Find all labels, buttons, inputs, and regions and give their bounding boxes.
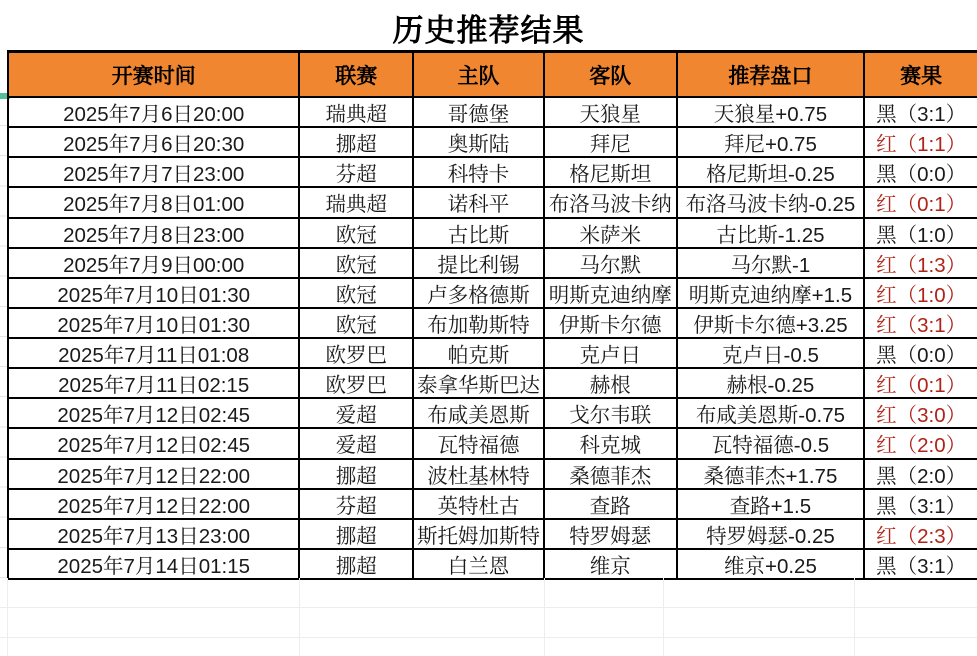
gridline xyxy=(854,578,855,656)
cell-home-team[interactable]: 波杜基林特 xyxy=(414,460,545,488)
header-cell-start-time[interactable]: 开赛时间 xyxy=(9,53,300,96)
cell-league[interactable]: 欧冠 xyxy=(300,249,414,277)
cell-league[interactable]: 欧冠 xyxy=(300,309,414,337)
cell-away-team[interactable]: 拜尼 xyxy=(545,128,678,156)
cell-handicap[interactable]: 拜尼+0.75 xyxy=(678,128,866,156)
table-row xyxy=(9,550,977,580)
cell-league[interactable]: 欧冠 xyxy=(300,219,414,247)
cell-away-team[interactable]: 克卢日 xyxy=(545,339,678,367)
table-row xyxy=(9,399,977,429)
gridline xyxy=(299,578,300,656)
cell-result[interactable]: 黑（2:0） xyxy=(876,464,967,488)
cell-result[interactable]: 红（0:1） xyxy=(876,374,967,398)
cell-league[interactable]: 爱超 xyxy=(300,429,414,457)
cell-away-team[interactable]: 桑德菲杰 xyxy=(545,460,678,488)
header-cell-away-team[interactable]: 客队 xyxy=(545,53,678,96)
table-row xyxy=(9,98,977,128)
cell-away-team[interactable]: 格尼斯坦 xyxy=(545,158,678,186)
cell-handicap[interactable]: 布咸美恩斯-0.75 xyxy=(678,399,866,427)
cell-away-team[interactable]: 明斯克迪纳摩 xyxy=(545,279,678,307)
table-row xyxy=(9,219,977,249)
sheet-gridlines-left-gutter xyxy=(0,96,7,578)
header-cell-league[interactable]: 联赛 xyxy=(300,53,414,96)
table-row xyxy=(9,490,977,520)
cell-result[interactable]: 黑（0:0） xyxy=(876,163,967,187)
cell-start-time[interactable]: 2025年7月10日01:30 xyxy=(9,309,300,337)
cell-result[interactable]: 红（1:3） xyxy=(876,253,967,277)
cell-handicap[interactable]: 查路+1.5 xyxy=(678,490,866,518)
cell-away-team[interactable]: 赫根 xyxy=(545,369,678,397)
table-row xyxy=(9,460,977,490)
cell-league[interactable]: 爱超 xyxy=(300,399,414,427)
cell-start-time[interactable]: 2025年7月8日23:00 xyxy=(9,219,300,247)
table-row xyxy=(9,279,977,309)
cell-league[interactable]: 挪超 xyxy=(300,128,414,156)
cell-result[interactable]: 黑（3:1） xyxy=(876,494,967,518)
cell-home-team[interactable]: 哥德堡 xyxy=(414,98,545,126)
header-cell-result[interactable]: 赛果 xyxy=(900,64,943,88)
cell-handicap[interactable]: 伊斯卡尔德+3.25 xyxy=(678,309,866,337)
cell-start-time[interactable]: 2025年7月12日22:00 xyxy=(9,460,300,488)
cell-away-team[interactable]: 科克城 xyxy=(545,429,678,457)
cell-result[interactable]: 红（3:0） xyxy=(876,404,967,428)
cell-home-team[interactable]: 布加勒斯特 xyxy=(414,309,545,337)
cell-start-time[interactable]: 2025年7月11日01:08 xyxy=(9,339,300,367)
cell-result[interactable]: 红（3:1） xyxy=(876,313,967,337)
cell-away-team[interactable]: 天狼星 xyxy=(545,98,678,126)
cell-away-team[interactable]: 伊斯卡尔德 xyxy=(545,309,678,337)
cell-away-team[interactable]: 戈尔韦联 xyxy=(545,399,678,427)
table-row xyxy=(9,339,977,369)
table-body xyxy=(9,98,977,580)
gridline xyxy=(663,578,664,656)
cell-start-time[interactable]: 2025年7月9日00:00 xyxy=(9,249,300,277)
cell-start-time[interactable]: 2025年7月12日02:45 xyxy=(9,429,300,457)
cell-away-team[interactable]: 查路 xyxy=(545,490,678,518)
table-row xyxy=(9,158,977,188)
cell-handicap[interactable]: 马尔默-1 xyxy=(678,249,866,277)
cell-handicap[interactable]: 布洛马波卡纳-0.25 xyxy=(678,188,866,216)
cell-away-team[interactable]: 布洛马波卡纳 xyxy=(545,188,678,216)
cell-start-time[interactable]: 2025年7月7日23:00 xyxy=(9,158,300,186)
cell-start-time[interactable]: 2025年7月8日01:00 xyxy=(9,188,300,216)
cell-league[interactable]: 欧冠 xyxy=(300,279,414,307)
cell-home-team[interactable]: 斯托姆加斯特 xyxy=(414,520,545,548)
cell-handicap[interactable]: 克卢日-0.5 xyxy=(678,339,866,367)
cell-handicap[interactable]: 古比斯-1.25 xyxy=(678,219,866,247)
table-row xyxy=(9,128,977,158)
table-row xyxy=(9,369,977,399)
cell-league[interactable]: 挪超 xyxy=(300,550,414,578)
cell-start-time[interactable]: 2025年7月13日23:00 xyxy=(9,520,300,548)
cell-result[interactable]: 红（1:0） xyxy=(876,283,967,307)
cell-league[interactable]: 瑞典超 xyxy=(300,98,414,126)
cell-result[interactable]: 黑（0:0） xyxy=(876,344,967,368)
cell-home-team[interactable]: 泰拿华斯巴达 xyxy=(414,369,545,397)
table-row xyxy=(9,429,977,459)
cell-result[interactable]: 红（2:3） xyxy=(876,524,967,548)
cell-home-team[interactable]: 白兰恩 xyxy=(414,550,545,578)
cell-league[interactable]: 欧罗巴 xyxy=(300,339,414,367)
table-row xyxy=(9,520,977,550)
cell-home-team[interactable]: 英特杜古 xyxy=(414,490,545,518)
cell-home-team[interactable]: 提比利锡 xyxy=(414,249,545,277)
table-header-row xyxy=(9,53,977,98)
cell-start-time[interactable]: 2025年7月12日02:45 xyxy=(9,399,300,427)
gridline xyxy=(544,578,545,656)
cell-league[interactable]: 芬超 xyxy=(300,490,414,518)
cell-handicap[interactable]: 瓦特福德-0.5 xyxy=(678,429,866,457)
cell-result[interactable]: 红（0:1） xyxy=(876,193,967,217)
cell-start-time[interactable]: 2025年7月12日22:00 xyxy=(9,490,300,518)
cell-home-team[interactable]: 古比斯 xyxy=(414,219,545,247)
cell-start-time[interactable]: 2025年7月6日20:30 xyxy=(9,128,300,156)
cell-league[interactable]: 挪超 xyxy=(300,520,414,548)
cell-home-team[interactable]: 奥斯陆 xyxy=(414,128,545,156)
table-row xyxy=(9,309,977,339)
table-row xyxy=(9,188,977,218)
cell-away-team[interactable]: 米萨米 xyxy=(545,219,678,247)
cell-result[interactable]: 黑（3:1） xyxy=(876,554,967,578)
cell-handicap[interactable]: 特罗姆瑟-0.25 xyxy=(678,520,866,548)
cell-away-team[interactable]: 马尔默 xyxy=(545,249,678,277)
gridline xyxy=(0,637,977,638)
cell-handicap[interactable]: 赫根-0.25 xyxy=(678,369,866,397)
cell-result[interactable]: 红（1:1） xyxy=(876,133,967,157)
cell-league[interactable]: 瑞典超 xyxy=(300,188,414,216)
cell-handicap[interactable]: 格尼斯坦-0.25 xyxy=(678,158,866,186)
cell-start-time[interactable]: 2025年7月6日20:00 xyxy=(9,98,300,126)
cell-away-team[interactable]: 维京 xyxy=(545,550,678,578)
header-cell-handicap[interactable]: 推荐盘口 xyxy=(678,53,866,96)
cell-home-team[interactable]: 诺科平 xyxy=(414,188,545,216)
cell-home-team[interactable]: 卢多格德斯 xyxy=(414,279,545,307)
cell-home-team[interactable]: 布咸美恩斯 xyxy=(414,399,545,427)
cell-result[interactable]: 红（2:0） xyxy=(876,434,967,458)
cell-handicap[interactable]: 桑德菲杰+1.75 xyxy=(678,460,866,488)
cell-start-time[interactable]: 2025年7月14日01:15 xyxy=(9,550,300,578)
recommendation-history-table xyxy=(7,50,977,580)
cell-league[interactable]: 挪超 xyxy=(300,460,414,488)
cell-handicap[interactable]: 维京+0.25 xyxy=(678,550,866,578)
cell-result[interactable]: 黑（3:1） xyxy=(876,103,967,127)
header-cell-home-team[interactable]: 主队 xyxy=(414,53,545,96)
cell-home-team[interactable]: 科特卡 xyxy=(414,158,545,186)
cell-handicap[interactable]: 天狼星+0.75 xyxy=(678,98,866,126)
cell-league[interactable]: 欧罗巴 xyxy=(300,369,414,397)
cell-handicap[interactable]: 明斯克迪纳摩+1.5 xyxy=(678,279,866,307)
cell-start-time[interactable]: 2025年7月11日02:15 xyxy=(9,369,300,397)
cell-home-team[interactable]: 帕克斯 xyxy=(414,339,545,367)
cell-start-time[interactable]: 2025年7月10日01:30 xyxy=(9,279,300,307)
cell-home-team[interactable]: 瓦特福德 xyxy=(414,429,545,457)
cell-result[interactable]: 黑（1:0） xyxy=(876,223,967,247)
cell-away-team[interactable]: 特罗姆瑟 xyxy=(545,520,678,548)
cell-league[interactable]: 芬超 xyxy=(300,158,414,186)
page-title: 历史推荐结果 xyxy=(392,12,585,48)
gridline xyxy=(7,578,8,656)
gridline xyxy=(0,607,977,608)
table-row xyxy=(9,249,977,279)
